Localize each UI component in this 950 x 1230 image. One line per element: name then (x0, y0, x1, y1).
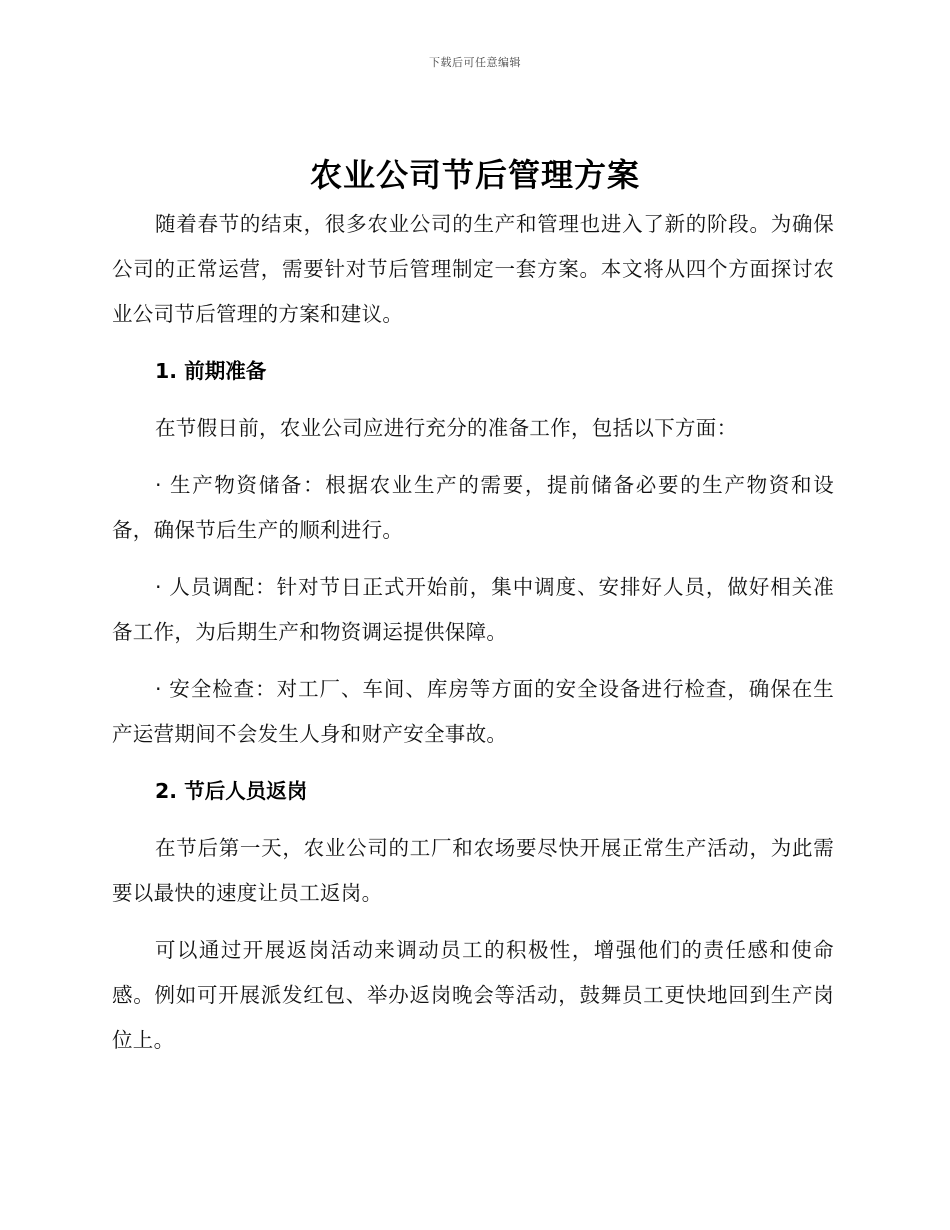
section2-paragraph-1: 在节后第一天，农业公司的工厂和农场要尽快开展正常生产活动，为此需要以最快的速度让员工返岗。 (112, 836, 834, 905)
bullet-item-safety-inspection: · 安全检查：对工厂、车间、库房等方面的安全设备进行检查，确保在生产运营期间不会发生人身和财产安全事故。 (112, 677, 834, 746)
section-heading-return-to-work: 2. 节后人员返岗 (155, 779, 308, 803)
section1-intro-paragraph: 在节假日前，农业公司应进行充分的准备工作，包括以下方面： (155, 416, 738, 440)
bullet-item-material-reserve: · 生产物资储备：根据农业生产的需要，提前储备必要的生产物资和设备，确保节后生产的顺利进行。 (112, 473, 834, 542)
document-title: 农业公司节后管理方案 (309, 156, 640, 194)
section2-paragraph-2: 可以通过开展返岗活动来调动员工的积极性，增强他们的责任感和使命感。例如可开展派发红包、举办返岗晚会等活动，鼓舞员工更快地回到生产岗位上。 (112, 938, 834, 1052)
header-note: 下载后可任意编辑 (429, 56, 521, 69)
section-heading-preparation: 1. 前期准备 (155, 359, 267, 383)
document-body (112, 202, 834, 1075)
intro-paragraph: 随着春节的结束，很多农业公司的生产和管理也进入了新的阶段。为确保公司的正常运营，需要针对节后管理制定一套方案。本文将从四个方面探讨农业公司节后管理的方案和建议。 (112, 212, 834, 326)
bullet-item-staff-allocation: · 人员调配：针对节日正式开始前，集中调度、安排好人员，做好相关准备工作，为后期生产和物资调运提供保障。 (112, 575, 834, 644)
